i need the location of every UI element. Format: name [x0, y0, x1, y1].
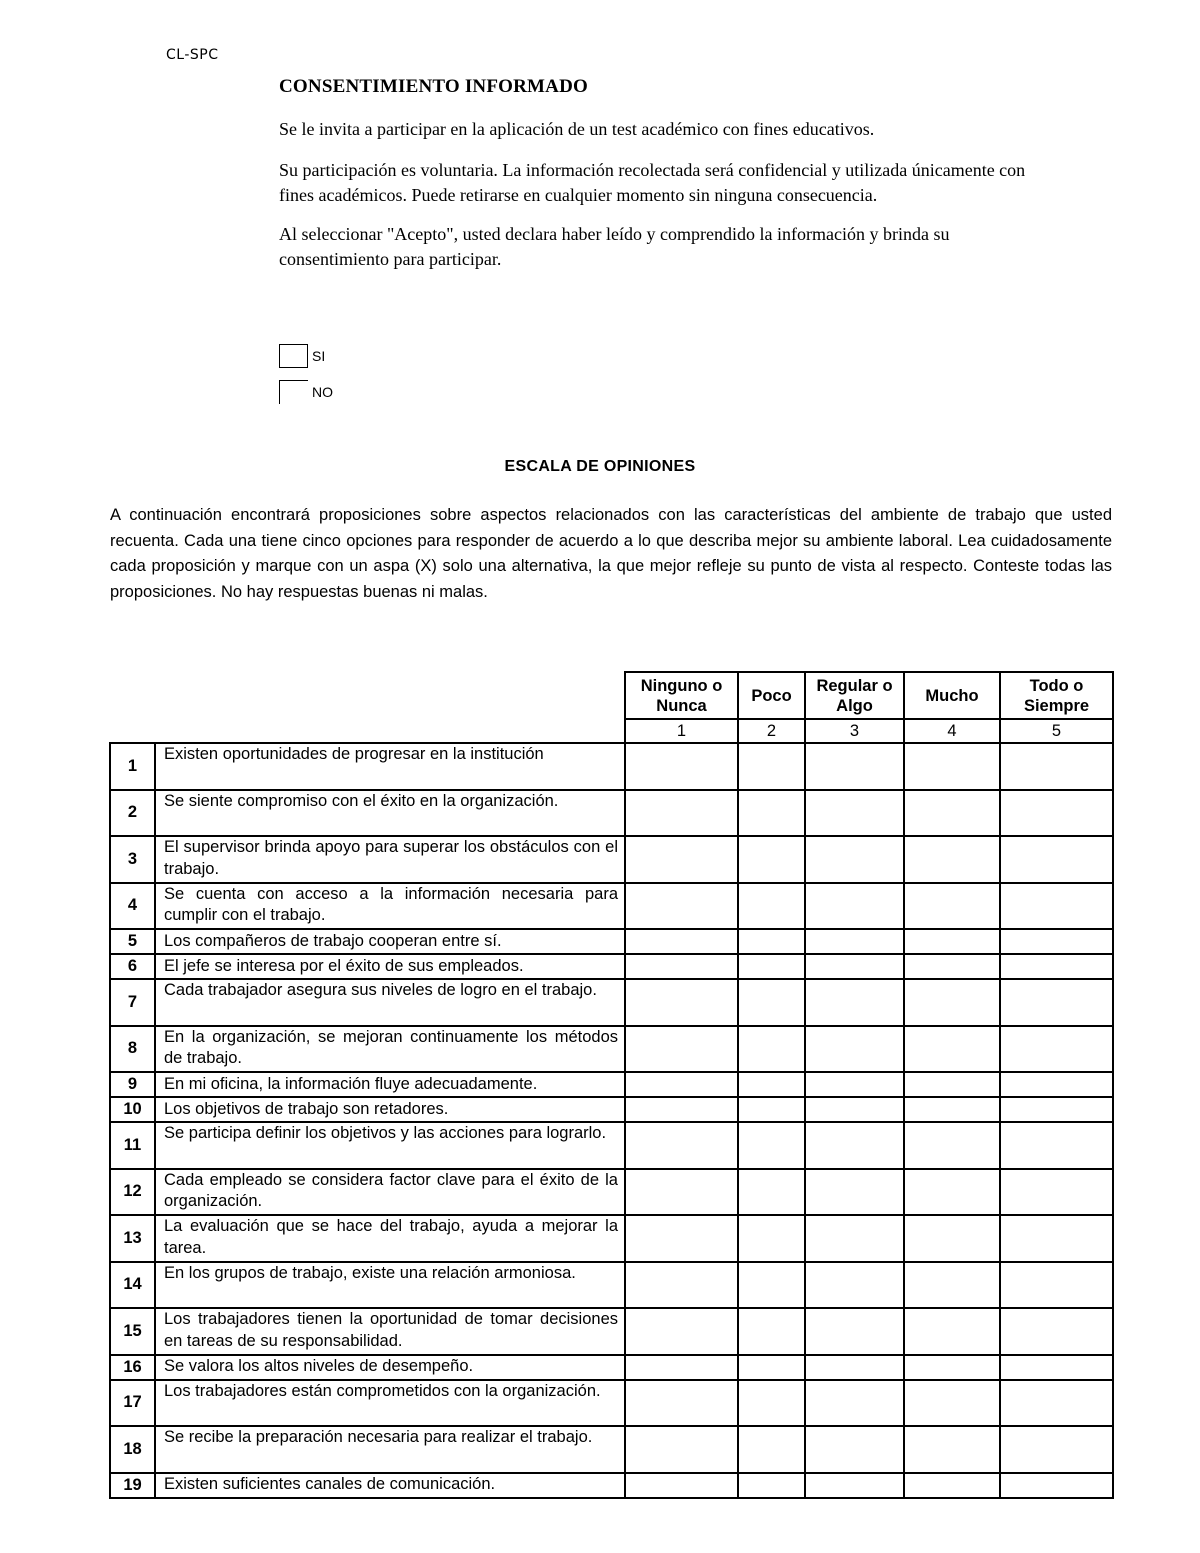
answer-cell-3[interactable]: [805, 1215, 904, 1262]
item-statement: Existen suficientes canales de comunicación.: [155, 1473, 625, 1498]
answer-cell-4[interactable]: [904, 979, 1000, 1026]
answer-cell-4[interactable]: [904, 1380, 1000, 1427]
answer-cell-4[interactable]: [904, 1097, 1000, 1122]
answer-cell-3[interactable]: [805, 979, 904, 1026]
answer-cell-5[interactable]: [1000, 1473, 1113, 1498]
answer-cell-3[interactable]: [805, 1097, 904, 1122]
answer-cell-2[interactable]: [738, 1072, 805, 1097]
answer-cell-5[interactable]: [1000, 979, 1113, 1026]
table-row: [110, 836, 1113, 883]
answer-cell-1[interactable]: [625, 1262, 738, 1309]
answer-cell-5[interactable]: [1000, 743, 1113, 790]
item-number: 16: [110, 1355, 155, 1380]
answer-cell-5[interactable]: [1000, 1355, 1113, 1380]
answer-cell-4[interactable]: [904, 1169, 1000, 1216]
answer-cell-3[interactable]: [805, 1169, 904, 1216]
item-number: 17: [110, 1380, 155, 1427]
item-statement: En los grupos de trabajo, existe una relación armoniosa.: [155, 1262, 625, 1309]
answer-cell-5[interactable]: [1000, 1026, 1113, 1073]
answer-cell-4[interactable]: [904, 1122, 1000, 1169]
answer-cell-5[interactable]: [1000, 1262, 1113, 1309]
answer-cell-2[interactable]: [738, 1262, 805, 1309]
item-statement: En la organización, se mejoran continuamente los métodos de trabajo.: [155, 1026, 625, 1073]
answer-cell-1[interactable]: [625, 836, 738, 883]
scale-instructions: A continuación encontrará proposiciones sobre aspectos relacionados con las características del ambiente de trabajo que usted recuenta. Cada una tiene cinco opciones para responder de acuerdo a lo que describa mejor su ambiente laboral. Lea cuidadosamente cada proposición y marque con un aspa (X) solo una alternativa, la que mejor refleje su punto de vista al respecto. Conteste todas las proposiciones. No hay respuestas buenas ni malas.: [110, 506, 1112, 601]
answer-cell-1[interactable]: [625, 1072, 738, 1097]
answer-cell-5[interactable]: [1000, 1215, 1113, 1262]
answer-cell-1[interactable]: [625, 1355, 738, 1380]
table-row: [110, 1380, 1113, 1427]
answer-cell-2[interactable]: [738, 1169, 805, 1216]
column-value-1: 1: [625, 719, 738, 743]
item-number: 7: [110, 979, 155, 1026]
answer-cell-2[interactable]: [738, 790, 805, 837]
answer-cell-1[interactable]: [625, 883, 738, 930]
answer-cell-5[interactable]: [1000, 883, 1113, 930]
answer-cell-2[interactable]: [738, 979, 805, 1026]
answer-cell-2[interactable]: [738, 836, 805, 883]
answer-cell-2[interactable]: [738, 1426, 805, 1473]
answer-cell-5[interactable]: [1000, 790, 1113, 837]
table-row: [110, 790, 1113, 837]
answer-cell-3[interactable]: [805, 743, 904, 790]
item-number: 4: [110, 883, 155, 930]
answer-cell-1[interactable]: [625, 790, 738, 837]
item-statement: Los trabajadores tienen la oportunidad de tomar decisiones en tareas de su responsabilidad.: [155, 1308, 625, 1355]
answer-cell-5[interactable]: [1000, 836, 1113, 883]
column-value-3: 3: [805, 719, 904, 743]
item-statement: Los trabajadores están comprometidos con la organización.: [155, 1380, 625, 1427]
answer-cell-1[interactable]: [625, 1215, 738, 1262]
answer-cell-1[interactable]: [625, 954, 738, 979]
answer-cell-2[interactable]: [738, 1097, 805, 1122]
answer-cell-1[interactable]: [625, 979, 738, 1026]
no-label: NO: [312, 384, 333, 400]
table-row: [110, 1097, 1113, 1122]
answer-cell-5[interactable]: [1000, 1169, 1113, 1216]
table-row: [110, 743, 1113, 790]
item-number: 10: [110, 1097, 155, 1122]
answer-cell-2[interactable]: [738, 1473, 805, 1498]
answer-cell-3[interactable]: [805, 836, 904, 883]
consent-paragraph-1: Se le invita a participar en la aplicación de un test académico con fines educativos.: [279, 119, 875, 139]
answer-cell-5[interactable]: [1000, 1072, 1113, 1097]
consent-option-no[interactable]: [279, 380, 333, 404]
item-number: 9: [110, 1072, 155, 1097]
answer-cell-4[interactable]: [904, 883, 1000, 930]
answer-cell-2[interactable]: [738, 929, 805, 954]
answer-cell-2[interactable]: [738, 1308, 805, 1355]
item-statement: En mi oficina, la información fluye adecuadamente.: [155, 1072, 625, 1097]
answer-cell-5[interactable]: [1000, 929, 1113, 954]
answer-cell-1[interactable]: [625, 1426, 738, 1473]
item-number: 18: [110, 1426, 155, 1473]
answer-cell-1[interactable]: [625, 1169, 738, 1216]
si-label: SI: [312, 348, 326, 364]
no-checkbox[interactable]: [279, 380, 308, 404]
column-header-4: Mucho: [904, 672, 1000, 719]
answer-cell-2[interactable]: [738, 1355, 805, 1380]
item-number: 1: [110, 743, 155, 790]
item-number: 12: [110, 1169, 155, 1216]
table-row: [110, 979, 1113, 1026]
consent-paragraph-2: Su participación es voluntaria. La información recolectada será confidencial y utilizada únicamente con fines académicos. Puede retirarse en cualquier momento sin ninguna consecuencia.: [279, 160, 1026, 205]
item-number: 13: [110, 1215, 155, 1262]
table-row: [110, 1426, 1113, 1473]
answer-cell-4[interactable]: [904, 790, 1000, 837]
answer-cell-2[interactable]: [738, 1026, 805, 1073]
answer-cell-2[interactable]: [738, 743, 805, 790]
answer-cell-1[interactable]: [625, 1308, 738, 1355]
answer-cell-3[interactable]: [805, 1308, 904, 1355]
column-header-5: Todo o Siempre: [1000, 672, 1113, 719]
column-header-3: Regular o Algo: [805, 672, 904, 719]
table-row: [110, 1122, 1113, 1169]
answer-cell-3[interactable]: [805, 1072, 904, 1097]
column-value-4: 4: [904, 719, 1000, 743]
answer-cell-2[interactable]: [738, 1380, 805, 1427]
item-number: 3: [110, 836, 155, 883]
answer-cell-3[interactable]: [805, 1026, 904, 1073]
answer-cell-5[interactable]: [1000, 1380, 1113, 1427]
column-header-1: Ninguno o Nunca: [625, 672, 738, 719]
item-statement: Se participa definir los objetivos y las acciones para lograrlo.: [155, 1122, 625, 1169]
answer-cell-4[interactable]: [904, 1426, 1000, 1473]
si-checkbox[interactable]: [279, 344, 308, 368]
answer-cell-4[interactable]: [904, 1072, 1000, 1097]
answer-cell-4[interactable]: [904, 1215, 1000, 1262]
table-row: [110, 1262, 1113, 1309]
answer-cell-1[interactable]: [625, 1380, 738, 1427]
scale-title: ESCALA DE OPINIONES: [504, 458, 696, 475]
answer-cell-3[interactable]: [805, 790, 904, 837]
item-number: 15: [110, 1308, 155, 1355]
answer-cell-5[interactable]: [1000, 1122, 1113, 1169]
answer-cell-1[interactable]: [625, 1473, 738, 1498]
answer-cell-4[interactable]: [904, 836, 1000, 883]
item-statement: Se valora los altos niveles de desempeño.: [155, 1355, 625, 1380]
answer-cell-4[interactable]: [904, 743, 1000, 790]
answer-cell-4[interactable]: [904, 929, 1000, 954]
item-number: 6: [110, 954, 155, 979]
table-row: [110, 1072, 1113, 1097]
item-statement: Cada trabajador asegura sus niveles de logro en el trabajo.: [155, 979, 625, 1026]
item-number: 5: [110, 929, 155, 954]
table-row: [110, 929, 1113, 954]
answer-cell-2[interactable]: [738, 954, 805, 979]
item-statement: Los compañeros de trabajo cooperan entre sí.: [155, 929, 625, 954]
item-statement: La evaluación que se hace del trabajo, ayuda a mejorar la tarea.: [155, 1215, 625, 1262]
answer-cell-5[interactable]: [1000, 1426, 1113, 1473]
column-header-2: Poco: [738, 672, 805, 719]
answer-cell-5[interactable]: [1000, 1308, 1113, 1355]
answer-cell-1[interactable]: [625, 743, 738, 790]
answer-cell-2[interactable]: [738, 1122, 805, 1169]
answer-cell-1[interactable]: [625, 1122, 738, 1169]
table-row: [110, 1026, 1113, 1073]
column-value-5: 5: [1000, 719, 1113, 743]
answer-cell-1[interactable]: [625, 1097, 738, 1122]
answer-cell-1[interactable]: [625, 929, 738, 954]
answer-cell-1[interactable]: [625, 1026, 738, 1073]
item-statement: Cada empleado se considera factor clave para el éxito de la organización.: [155, 1169, 625, 1216]
item-number: 8: [110, 1026, 155, 1073]
answer-cell-4[interactable]: [904, 954, 1000, 979]
answer-cell-3[interactable]: [805, 1380, 904, 1427]
item-statement: Se siente compromiso con el éxito en la organización.: [155, 790, 625, 837]
item-statement: Se recibe la preparación necesaria para realizar el trabajo.: [155, 1426, 625, 1473]
item-statement: El jefe se interesa por el éxito de sus empleados.: [155, 954, 625, 979]
answer-cell-3[interactable]: [805, 883, 904, 930]
answer-cell-4[interactable]: [904, 1262, 1000, 1309]
answer-cell-3[interactable]: [805, 1426, 904, 1473]
item-statement: El supervisor brinda apoyo para superar los obstáculos con el trabajo.: [155, 836, 625, 883]
answer-cell-5[interactable]: [1000, 1097, 1113, 1122]
answer-cell-4[interactable]: [904, 1355, 1000, 1380]
answer-cell-3[interactable]: [805, 1473, 904, 1498]
table-row: [110, 1473, 1113, 1498]
item-statement: Los objetivos de trabajo son retadores.: [155, 1097, 625, 1122]
table-row: [110, 883, 1113, 930]
item-number: 19: [110, 1473, 155, 1498]
answer-cell-2[interactable]: [738, 1215, 805, 1262]
answer-cell-3[interactable]: [805, 1355, 904, 1380]
answer-cell-5[interactable]: [1000, 954, 1113, 979]
answer-cell-4[interactable]: [904, 1026, 1000, 1073]
consent-option-si[interactable]: [279, 344, 325, 368]
column-value-2: 2: [738, 719, 805, 743]
item-number: 14: [110, 1262, 155, 1309]
document-code: CL-SPC: [166, 47, 219, 63]
item-statement: Se cuenta con acceso a la información necesaria para cumplir con el trabajo.: [155, 883, 625, 930]
table-row: [110, 1355, 1113, 1380]
table-row: [110, 1169, 1113, 1216]
item-number: 2: [110, 790, 155, 837]
consent-section: [279, 76, 1039, 288]
answer-cell-4[interactable]: [904, 1308, 1000, 1355]
item-number: 11: [110, 1122, 155, 1169]
opinion-scale-table: [109, 671, 1114, 1499]
consent-title: CONSENTIMIENTO INFORMADO: [279, 76, 589, 97]
table-row: [110, 1308, 1113, 1355]
answer-cell-3[interactable]: [805, 1262, 904, 1309]
answer-cell-3[interactable]: [805, 1122, 904, 1169]
answer-cell-2[interactable]: [738, 883, 805, 930]
answer-cell-4[interactable]: [904, 1473, 1000, 1498]
answer-cell-3[interactable]: [805, 929, 904, 954]
table-row: [110, 1215, 1113, 1262]
consent-paragraph-3: Al seleccionar "Acepto", usted declara haber leído y comprendido la información y brinda su consentimiento para participar.: [279, 224, 950, 269]
answer-cell-3[interactable]: [805, 954, 904, 979]
item-statement: Existen oportunidades de progresar en la institución: [155, 743, 625, 790]
table-row: [110, 954, 1113, 979]
